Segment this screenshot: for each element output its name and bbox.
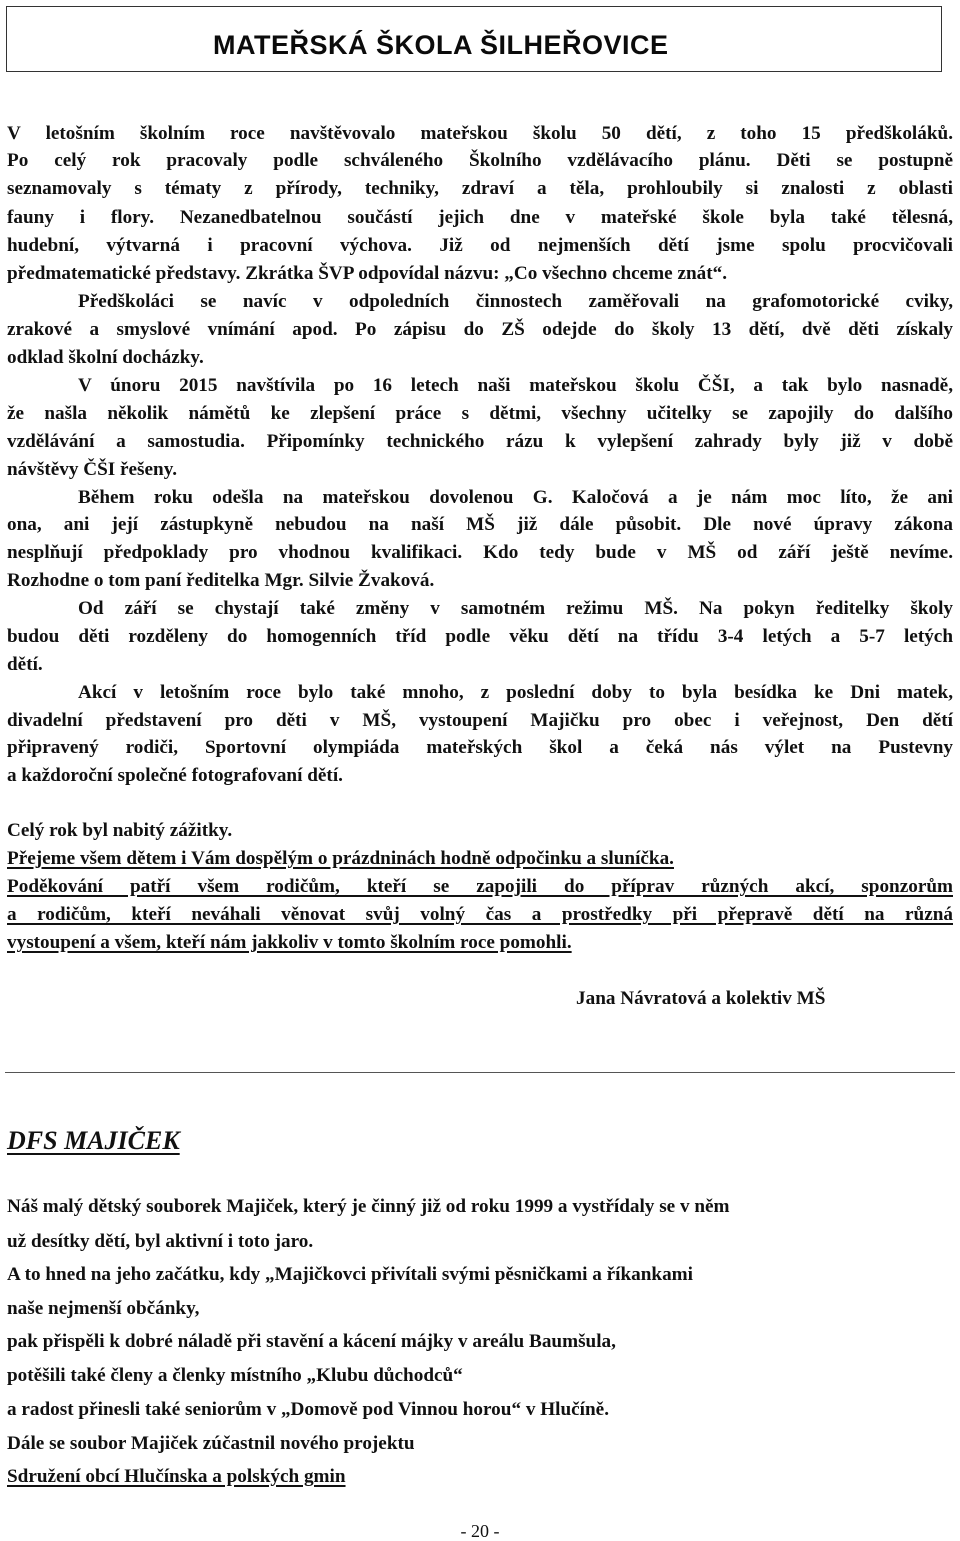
thanks-line: a rodičům, kteří neváhali věnovat svůj volný čas a prostředky při přepravě dětí na různá bbox=[7, 904, 953, 925]
dfs-line: už desítky dětí, byl aktivní i toto jaro. bbox=[7, 1231, 314, 1252]
paragraph-line: ona, ani její zástupkyně nebudou na naší MŠ již dále působit. Dle nové úpravy zákona bbox=[7, 514, 953, 535]
paragraph-line: hudební, výtvarná i pracovní výchova. Již od nejmenších dětí jsme spolu procvičovali bbox=[7, 235, 953, 256]
paragraph-line: odklad školní docházky. bbox=[7, 347, 204, 368]
paragraph-line: Od září se chystají také změny v samotném režimu MŠ. Na pokyn ředitelky školy bbox=[78, 598, 953, 619]
thanks-line: vystoupení a všem, kteří nám jakkoliv v tomto školním roce pomohli. bbox=[7, 932, 572, 953]
dfs-line: A to hned na jeho začátku, kdy „Majičkovci přivítali svými pěsničkami a říkankami bbox=[7, 1264, 693, 1285]
dfs-line: a radost přinesli také seniorům v „Domově pod Vinnou horou“ v Hlučíně. bbox=[7, 1399, 609, 1420]
paragraph-line: že našla několik námětů ke zlepšení práce s dětmi, všechny učitelky se zapojily do dalšího bbox=[7, 403, 953, 424]
paragraph-line: budou děti rozděleny do homogenních tříd podle věku dětí na třídu 3-4 letých a 5-7 letých bbox=[7, 626, 953, 647]
paragraph-line: a každoroční společné fotografovaní dětí. bbox=[7, 765, 343, 786]
paragraph-line: fauny i flory. Nezanedbatelnou součástí jejich dne v mateřské škole byla také tělesná, bbox=[7, 207, 953, 228]
paragraph-line: předmatematické představy. Zkrátka ŠVP odpovídal názvu: „Co všechno chceme znát“. bbox=[7, 263, 728, 284]
paragraph-line: Akcí v letošním roce bylo také mnoho, z poslední doby to byla besídka ke Dni matek, bbox=[78, 682, 953, 703]
paragraph-line: divadelní představení pro děti v MŠ, vystoupení Majičku pro obec i veřejnost, Den dětí bbox=[7, 710, 953, 731]
section-divider bbox=[5, 1072, 955, 1073]
paragraph-line: Rozhodne o tom paní ředitelka Mgr. Silvie Žvaková. bbox=[7, 570, 435, 591]
wishes-line: Přejeme všem dětem i Vám dospělým o prázdninách hodně odpočinku a sluníčka. bbox=[7, 848, 674, 869]
signature: Jana Návratová a kolektiv MŠ bbox=[576, 988, 826, 1009]
page-title: MATEŘSKÁ ŠKOLA ŠILHEŘOVICE bbox=[213, 30, 669, 60]
paragraph-line: V letošním školním roce navštěvovalo mateřskou školu 50 dětí, z toho 15 předškoláků. bbox=[7, 123, 953, 144]
paragraph-line: Po celý rok pracovaly podle schváleného Školního vzdělávacího plánu. Děti se postupně bbox=[7, 150, 953, 171]
paragraph-line: nesplňují předpoklady pro vhodnou kvalifikaci. Kdo tedy bude v MŠ od září ještě nevíme. bbox=[7, 542, 953, 563]
dfs-line: naše nejmenší občánky, bbox=[7, 1298, 200, 1319]
paragraph-line: Během roku odešla na mateřskou dovolenou G. Kaločová a je nám moc líto, že ani bbox=[78, 487, 953, 508]
closing-line: Celý rok byl nabitý zážitky. bbox=[7, 820, 233, 841]
paragraph-line: dětí. bbox=[7, 654, 43, 675]
dfs-line: pak přispěli k dobré náladě při stavění a kácení májky v areálu Baumšula, bbox=[7, 1331, 616, 1352]
dfs-line: potěšili také členy a členky místního „Klubu důchodců“ bbox=[7, 1365, 463, 1386]
dfs-line: Sdružení obcí Hlučínska a polských gmin bbox=[7, 1466, 346, 1487]
paragraph-line: seznamovaly s tématy z přírody, techniky, zdraví a těla, prohloubily si znalosti z oblasti bbox=[7, 178, 953, 199]
paragraph-line: připravený rodiči, Sportovní olympiáda mateřských škol a čeká nás výlet na Pustevny bbox=[7, 737, 953, 758]
paragraph-line: V únoru 2015 navštívila po 16 letech naši mateřskou školu ČŠI, a tak bylo nasnadě, bbox=[78, 375, 953, 396]
section-heading: DFS MAJIČEK bbox=[7, 1126, 180, 1155]
page-number: - 20 - bbox=[460, 1521, 500, 1541]
paragraph-line: Předškoláci se navíc v odpoledních činnostech zaměřovali na grafomotorické cviky, bbox=[78, 291, 953, 312]
paragraph-line: návštěvy ČŠI řešeny. bbox=[7, 459, 178, 480]
paragraph-line: vzdělávání a samostudia. Připomínky technického rázu k vylepšení zahrady byly již v době bbox=[7, 431, 953, 452]
dfs-line: Náš malý dětský souborek Majiček, který je činný již od roku 1999 a vystřídaly se v něm bbox=[7, 1196, 730, 1217]
paragraph-line: zrakové a smyslové vnímání apod. Po zápisu do ZŠ odejde do školy 13 dětí, dvě děti získaly bbox=[7, 319, 953, 340]
thanks-line: Poděkování patří všem rodičům, kteří se zapojili do příprav různých akcí, sponzorům bbox=[7, 876, 953, 897]
dfs-line: Dále se soubor Majiček zúčastnil nového projektu bbox=[7, 1433, 415, 1454]
